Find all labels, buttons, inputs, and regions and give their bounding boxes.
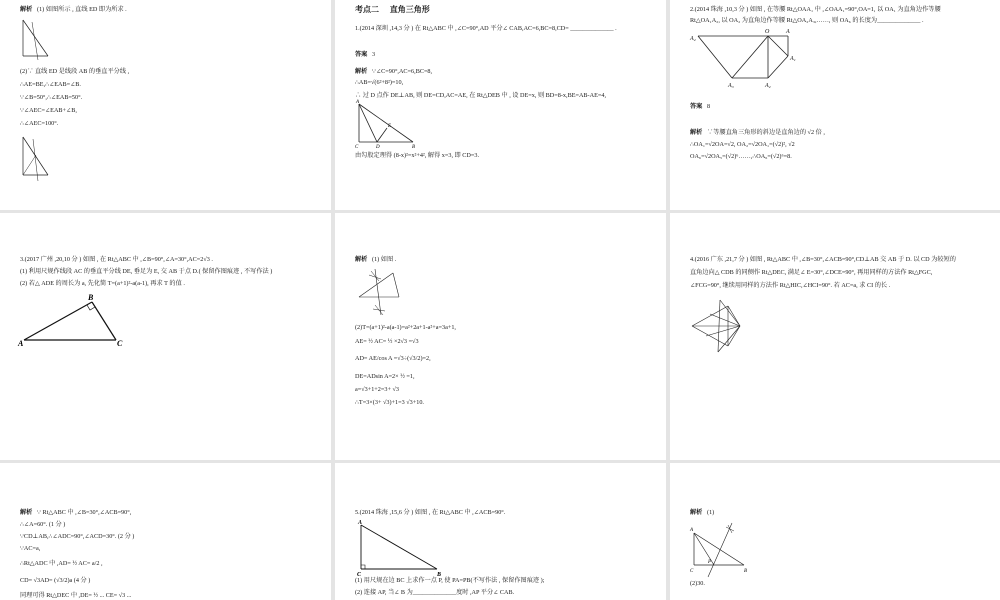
- svg-text:O: O: [765, 29, 770, 35]
- slide-6[interactable]: [670, 213, 1000, 460]
- solution-intro: 解析 (1): [690, 509, 715, 516]
- svg-text:A₄: A₄: [690, 36, 696, 42]
- svg-text:C: C: [117, 339, 123, 348]
- solution-line: ∴OA₁=√2OA=√2, OA₂=√2OA₁=(√2)², √2: [690, 141, 795, 148]
- question-3-part-1: (1) 利用尺规作线段 AC 的垂直平分线 DE, 垂足为 E, 交 AB 于点 D.( 保留作图痕迹 , 不写作法 ): [20, 268, 273, 275]
- slide-4[interactable]: [0, 213, 331, 460]
- slide-8[interactable]: [335, 463, 666, 600]
- figure-perpendicular-bisector-2: [18, 135, 58, 183]
- question-4: 4.(2016 广东 ,21,7 分 ) 如图 , Rt△ABC 中 ,∠B=30°,∠ACB=90°,CD⊥AB 交 AB 于 D. 以 CD 为较短的: [690, 256, 956, 263]
- solution-line: ∴ 过 D 点作 DE⊥AB, 则 DE=CD,AC=AE, 在 Rt△DEB 中 , 设 DE=x, 则 BD=8-x,BE=AB-AE=4,: [355, 92, 606, 99]
- solution-line: ∴∠AEC=100°.: [20, 120, 59, 127]
- svg-text:B: B: [744, 569, 748, 574]
- svg-text:A: A: [18, 339, 24, 348]
- figure-right-triangle-acb: [355, 521, 445, 577]
- svg-text:A₃: A₃: [728, 83, 734, 89]
- solution-line: DE=ADsin A=2× ½ =1,: [355, 373, 415, 380]
- svg-text:C: C: [690, 569, 694, 574]
- slide-9[interactable]: [670, 463, 1000, 600]
- question-5-part-2: (2) 连接 AP, 当∠ B 为______________度时 ,AP 平分∠ CAB.: [355, 589, 515, 596]
- figure-construction-bisector: [355, 269, 411, 319]
- figure-perpendicular-bisector-1: [18, 18, 58, 60]
- solution-line: ∵∠AEC=∠EAB+∠B,: [20, 107, 77, 114]
- figure-triangle-abc-30: [18, 292, 128, 348]
- solution-line: 解析 ∵ Rt△ABC 中 ,∠B=30°,∠ACB=90°,: [20, 509, 132, 516]
- question-5-part-1: (1) 用尺规在边 BC 上求作一点 P, 使 PA=PB(不写作法 , 保留作图痕迹 );: [355, 577, 545, 584]
- svg-text:A: A: [690, 528, 694, 533]
- figure-point-p-construction: [690, 521, 760, 577]
- svg-text:A: A: [358, 520, 363, 526]
- svg-text:P: P: [708, 560, 712, 565]
- solution-line: OA₆=√2OA₅=(√2)⁶……,∴OA₆=(√2)⁶=8.: [690, 153, 792, 160]
- solution-line: ∴AE=BE,∴∠EAB=∠B.: [20, 81, 81, 88]
- section-heading: 考点二 直角三角形: [355, 5, 430, 14]
- svg-text:A: A: [356, 100, 360, 105]
- solution-line: ∵AC=a,: [20, 545, 41, 552]
- question-4-cont: ∠FCG=90°, 继续用同样的方法作 Rt△HIC,∠HCI=90°. 若 AC=a, 求 CI 的长 .: [690, 282, 891, 289]
- solution-intro: 解析 (1) 如图 .: [355, 256, 397, 263]
- svg-text:C: C: [355, 145, 359, 150]
- solution-line: (2)T=(a+1)²-a(a-1)=a²+2a+1-a²+a=3a+1,: [355, 324, 456, 331]
- question-5: 5.(2014 珠海 ,15,6 分 ) 如图 , 在 Rt△ABC 中 ,∠ACB=90°.: [355, 509, 506, 516]
- solution-line: 同理可得 Rt△DEC 中 ,DE= ½ ... CE= √3 ...: [20, 592, 132, 599]
- svg-text:B: B: [88, 293, 94, 302]
- question-2-cont: Rt△OA₁A₂, 以 OA₂ 为直角边作等腰 Rt△OA₂A₃,……, 则 OA₆ 的长度为______________ .: [690, 17, 924, 24]
- solution-line: ∴∠A=60°. (1 分 ): [20, 521, 66, 528]
- question-3-part-2: (2) 若△ ADE 的周长为 a, 先化简 T=(a+1)²-a(a-1), 再求 T 的值 .: [20, 280, 185, 287]
- slide-1[interactable]: [0, 0, 331, 210]
- solution-line: a=√3+1+2=3+ √3: [355, 386, 400, 393]
- figure-nested-right-triangles: [690, 296, 750, 356]
- solution-line: (2)30.: [690, 580, 705, 587]
- svg-text:E: E: [388, 124, 392, 129]
- svg-text:A₁: A₁: [790, 56, 796, 62]
- solution-line: CD= √3AD= (√3/2)a (4 分 ): [20, 577, 91, 584]
- solution-line: ∴Rt△ADC 中 ,AD= ½ AC= a/2 ,: [20, 560, 103, 567]
- question-1: 1.(2014 深圳 ,14,3 分 ) 在 Rt△ABC 中 ,∠C=90°,AD 平分∠ CAB,AC=6,BC=8,CD= ______________ .: [355, 25, 617, 32]
- question-4-cont: 直角边向△ CDB 的同侧作 Rt△DEC, 满足∠ E=30°,∠DCE=90°, 再用同样的方法作 Rt△FGC,: [690, 269, 933, 276]
- svg-text:B: B: [437, 572, 442, 578]
- solution-line: 解析 ∵∠C=90°,AC=6,BC=8,: [355, 68, 433, 75]
- svg-text:C: C: [357, 572, 362, 578]
- slide-7[interactable]: [0, 463, 331, 600]
- slide-3[interactable]: [670, 0, 1000, 210]
- slide-2[interactable]: [335, 0, 666, 210]
- solution-line: ∵CD⊥AB,∴∠ADC=90°,∠ACD=30°. (2 分 ): [20, 533, 135, 540]
- solution-line: 由勾股定理得 (8-x)²=x²+4², 解得 x=3, 即 CD=3.: [355, 152, 480, 159]
- question-3: 3.(2017 广州 ,20,10 分 ) 如图 , 在 Rt△ABC 中 ,∠B=90°,∠A=30°,AC=2√3 .: [20, 256, 213, 263]
- question-2: 2.(2014 珠海 ,10,3 分 ) 如图 , 在等腰 Rt△OAA₁ 中 ,∠OAA₁=90°,OA=1, 以 OA₁ 为直角边作等腰: [690, 6, 941, 13]
- solution-line: AE= ½ AC= ½ ×2√3 =√3: [355, 338, 419, 345]
- svg-text:D: D: [376, 145, 380, 150]
- slide-5[interactable]: [335, 213, 666, 460]
- solution-line: ∵∠B=50°,∴∠EAB=50°.: [20, 94, 83, 101]
- answer: 答案 8: [690, 103, 711, 110]
- svg-text:A: A: [786, 29, 790, 35]
- figure-triangle-abc: [355, 102, 425, 148]
- solution-line: (2)∵ 直线 ED 是线段 AB 的垂直平分线 ,: [20, 68, 130, 75]
- solution-intro: 解析 (1) 如图所示 , 直线 ED 即为所求 .: [20, 6, 127, 13]
- svg-text:B: B: [412, 145, 416, 150]
- solution-line: 解析 ∵等腰直角三角形的斜边是直角边的 √2 倍 ,: [690, 129, 825, 136]
- answer: 答案 3: [355, 51, 376, 58]
- svg-text:A₂: A₂: [765, 83, 771, 89]
- solution-line: ∴T=3×(3+ √3)+1=3 √3+10.: [355, 399, 424, 406]
- solution-line: AD= AE/cos A =√3÷(√3/2)=2,: [355, 355, 431, 362]
- figure-isosceles-spiral: [690, 28, 810, 92]
- solution-line: ∴AB=√(6²+8²)=10,: [355, 79, 404, 86]
